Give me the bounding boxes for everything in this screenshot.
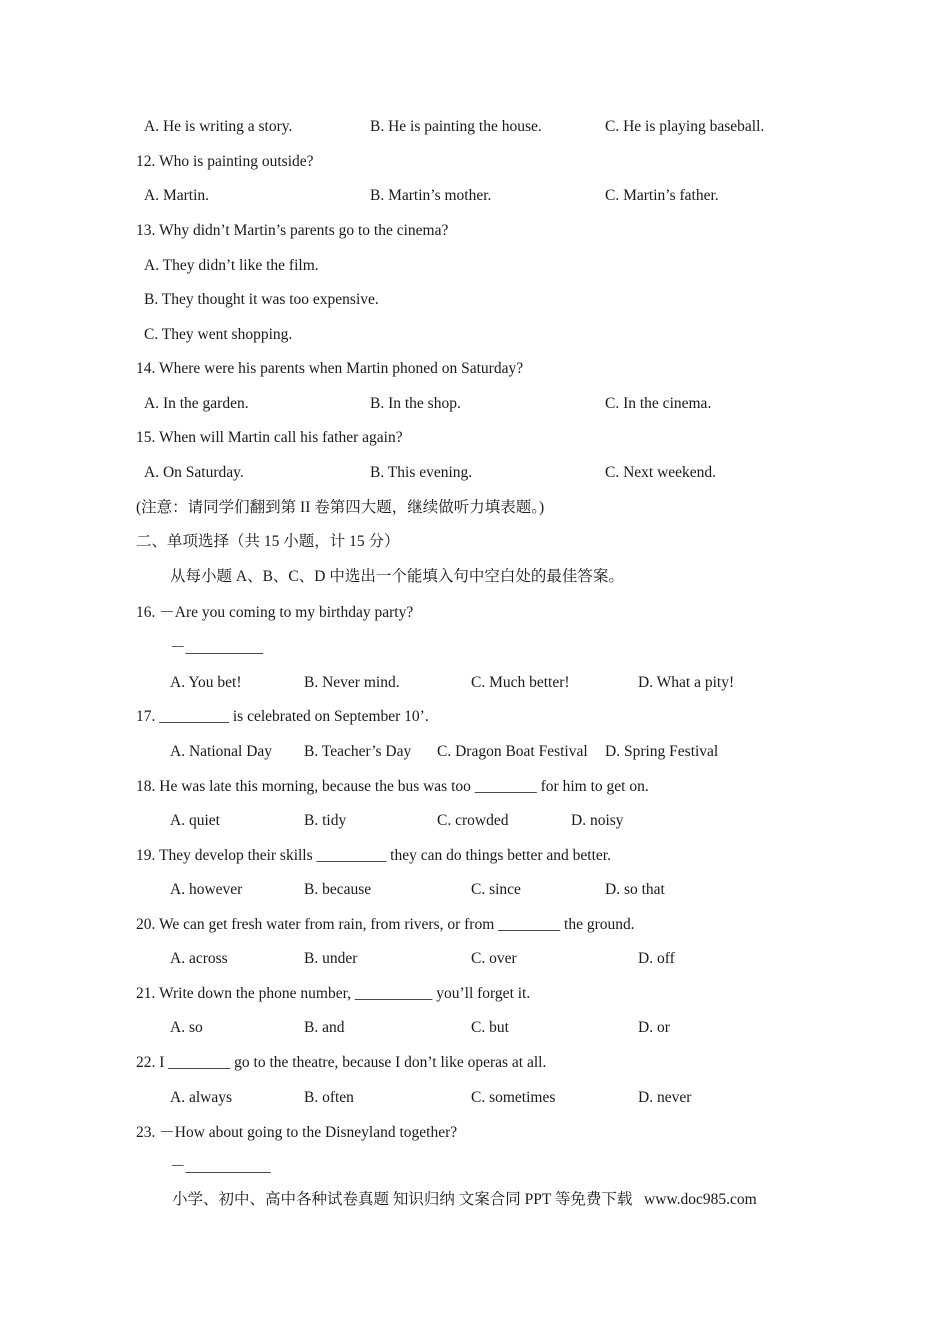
q23-stem-line — [0, 1122, 458, 1144]
q14-options — [0, 393, 712, 415]
q19-option-b: B. because — [304, 881, 372, 898]
q19-stem: 19. They develop their skills _________ they can do things better and better. — [136, 847, 611, 864]
q13-option-c-line — [0, 324, 293, 346]
q20-stem-line — [0, 914, 635, 936]
q11-option-b: B. He is painting the house. — [370, 118, 542, 135]
q15-stem-line — [0, 427, 403, 449]
q21-option-d: D. or — [638, 1019, 670, 1036]
q19-option-d: D. so that — [605, 881, 665, 898]
q12-options — [0, 185, 719, 207]
q20-option-b: B. under — [304, 950, 358, 967]
q19-option-c: C. since — [471, 881, 521, 898]
q18-option-a: A. quiet — [170, 812, 220, 829]
q16-option-b: B. Never mind. — [304, 674, 400, 691]
q19-option-a: A. however — [170, 881, 243, 898]
q21-options — [0, 1017, 670, 1039]
q20-option-a: A. across — [170, 950, 228, 967]
q17-stem-line — [0, 706, 429, 728]
footer-text: 小学、初中、高中各种试卷真题 知识归纳 文案合同 PPT 等免费下载 www.doc985.com — [172, 1191, 757, 1208]
q17-option-c: C. Dragon Boat Festival — [437, 743, 588, 760]
note-line — [0, 497, 545, 519]
section2-title-line — [0, 531, 400, 553]
q21-option-a: A. so — [170, 1019, 203, 1036]
q15-stem: 15. When will Martin call his father again? — [136, 429, 403, 446]
q13-option-a: A. They didn’t like the film. — [144, 257, 319, 274]
q15-option-c: C. Next weekend. — [605, 464, 717, 481]
page-footer — [0, 1189, 757, 1211]
q19-options — [0, 879, 665, 901]
q15-options — [0, 462, 717, 484]
q16-options — [0, 672, 735, 694]
q18-stem-line — [0, 776, 649, 798]
q14-stem-line — [0, 358, 524, 380]
q17-options — [0, 741, 719, 763]
q22-option-b: B. often — [304, 1089, 354, 1106]
q13-option-b: B. They thought it was too expensive. — [144, 291, 379, 308]
q11-option-c: C. He is playing baseball. — [605, 118, 765, 135]
q16-option-c: C. Much better! — [471, 674, 570, 691]
q14-stem: 14. Where were his parents when Martin phoned on Saturday? — [136, 360, 524, 377]
q22-option-c: C. sometimes — [471, 1089, 556, 1106]
q12-stem: 12. Who is painting outside? — [136, 153, 314, 170]
q22-options — [0, 1087, 692, 1109]
q21-stem-line — [0, 983, 531, 1005]
q18-option-b: B. tidy — [304, 812, 347, 829]
q17-option-d: D. Spring Festival — [605, 743, 719, 760]
q16-reply-blank: －__________ — [170, 639, 264, 656]
q22-option-a: A. always — [170, 1089, 232, 1106]
q11-option-a: A. He is writing a story. — [144, 118, 293, 135]
q18-option-d: D. noisy — [571, 812, 624, 829]
q13-stem-line — [0, 220, 449, 242]
q15-option-a: A. On Saturday. — [144, 464, 244, 481]
q19-stem-line — [0, 845, 611, 867]
q21-option-b: B. and — [304, 1019, 345, 1036]
q20-option-d: D. off — [638, 950, 675, 967]
q14-option-b: B. In the shop. — [370, 395, 461, 412]
q12-option-c: C. Martin’s father. — [605, 187, 719, 204]
q17-option-a: A. National Day — [170, 743, 273, 760]
q16-reply-line — [0, 637, 264, 659]
q13-option-b-line — [0, 289, 379, 311]
q11-options — [0, 116, 765, 138]
listening-note: (注意：请同学们翻到第 II 卷第四大题，继续做听力填表题。) — [136, 499, 545, 516]
q14-option-c: C. In the cinema. — [605, 395, 712, 412]
q18-option-c: C. crowded — [437, 812, 509, 829]
q13-stem: 13. Why didn’t Martin’s parents go to the cinema? — [136, 222, 449, 239]
q17-stem: 17. _________ is celebrated on September 10’. — [136, 708, 429, 725]
q12-stem-line — [0, 151, 314, 173]
q16-stem-line — [0, 602, 414, 624]
q13-option-c: C. They went shopping. — [144, 326, 293, 343]
q16-stem: 16. －Are you coming to my birthday party? — [136, 604, 414, 621]
q21-stem: 21. Write down the phone number, __________ you’ll forget it. — [136, 985, 531, 1002]
q20-option-c: C. over — [471, 950, 517, 967]
q16-option-a: A. You bet! — [170, 674, 242, 691]
q17-option-b: B. Teacher’s Day — [304, 743, 412, 760]
q18-stem: 18. He was late this morning, because the bus was too ________ for him to get on. — [136, 778, 649, 795]
q14-option-a: A. In the garden. — [144, 395, 249, 412]
section2-title: 二、单项选择（共 15 小题，计 15 分） — [136, 533, 400, 550]
q23-reply-blank: －___________ — [170, 1158, 271, 1175]
q22-stem-line — [0, 1052, 547, 1074]
q22-stem: 22. I ________ go to the theatre, because I don’t like operas at all. — [136, 1054, 547, 1071]
section2-instruction: 从每小题 A、B、C、D 中选出一个能填入句中空白处的最佳答案。 — [170, 568, 624, 585]
q23-reply-line — [0, 1156, 271, 1178]
q20-stem: 20. We can get fresh water from rain, from rivers, or from ________ the ground. — [136, 916, 635, 933]
q12-option-a: A. Martin. — [144, 187, 210, 204]
q15-option-b: B. This evening. — [370, 464, 473, 481]
q20-options — [0, 948, 675, 970]
section2-instruction-line — [0, 566, 624, 588]
q23-stem: 23. －How about going to the Disneyland together? — [136, 1124, 458, 1141]
q13-option-a-line — [0, 255, 319, 277]
q16-option-d: D. What a pity! — [638, 674, 735, 691]
q18-options — [0, 810, 624, 832]
q12-option-b: B. Martin’s mother. — [370, 187, 492, 204]
q21-option-c: C. but — [471, 1019, 509, 1036]
q22-option-d: D. never — [638, 1089, 692, 1106]
